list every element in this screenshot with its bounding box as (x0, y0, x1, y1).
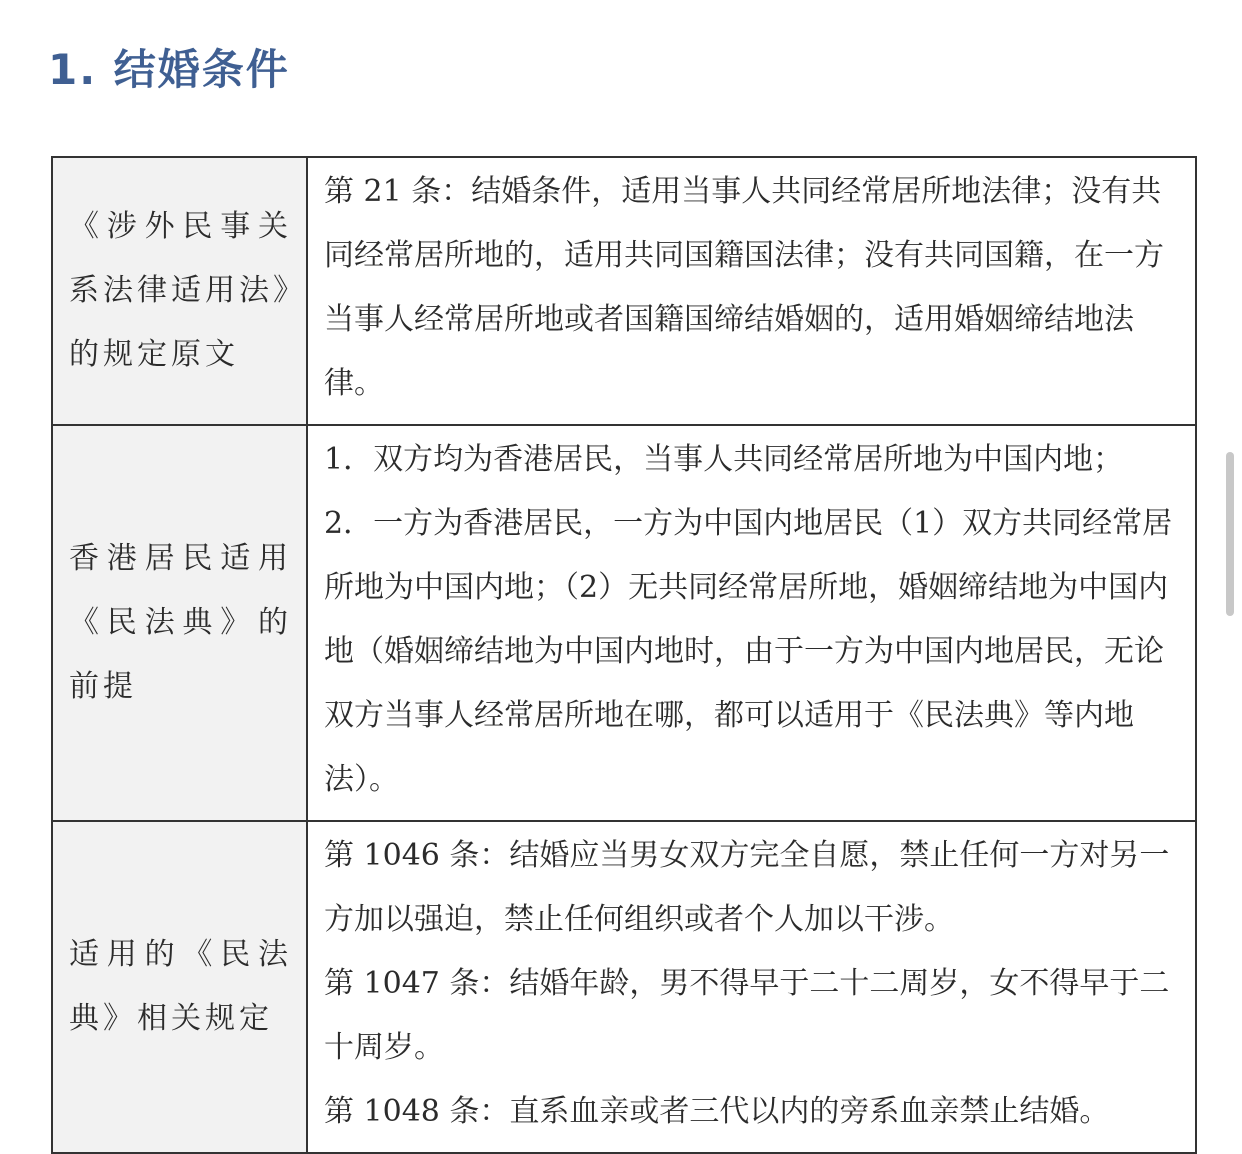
row-label: 香港居民适用《民法典》的前提 (69, 541, 292, 704)
row-label-cell (52, 157, 307, 425)
scrollbar-thumb[interactable] (1226, 452, 1234, 616)
row-content-cell (307, 821, 1196, 1153)
table-row (52, 425, 1196, 821)
row-label-cell (52, 821, 307, 1153)
row-label-cell (52, 425, 307, 821)
row-label: 适用的《民法典》相关规定 (69, 937, 292, 1036)
content-paragraph: 2．一方为香港居民，一方为中国内地居民（1）双方共同经常居所地为中国内地；（2）无共同经常居所地，婚姻缔结地为中国内地（婚姻缔结地为中国内地时，由于一方为中国内地居民，无论双方当事人经常居所地在哪，都可以适用于《民法典》等内地法）。 (324, 506, 1173, 797)
row-content-cell (307, 157, 1196, 425)
table-row (52, 157, 1196, 425)
content-paragraph: 第 21 条：结婚条件，适用当事人共同经常居所地法律；没有共同经常居所地的，适用共同国籍国法律；没有共同国籍，在一方当事人经常居所地或者国籍国缔结婚姻的，适用婚姻缔结地法律。 (324, 174, 1164, 401)
row-label: 《涉外民事关系法律适用法》的规定原文 (69, 209, 292, 372)
content-paragraph: 第 1048 条：直系血亲或者三代以内的旁系血亲禁止结婚。 (324, 1094, 1110, 1129)
table-row (52, 821, 1196, 1153)
content-paragraph: 第 1047 条：结婚年龄，男不得早于二十二周岁，女不得早于二十周岁。 (324, 966, 1170, 1065)
row-content-cell (307, 425, 1196, 821)
section-heading: 1. 结婚条件 (48, 45, 290, 94)
law-comparison-table (51, 156, 1197, 1154)
content-paragraph: 1．双方均为香港居民，当事人共同经常居所地为中国内地； (324, 442, 1124, 477)
content-paragraph: 第 1046 条：结婚应当男女双方完全自愿，禁止任何一方对另一方加以强迫，禁止任何组织或者个人加以干涉。 (324, 838, 1170, 937)
